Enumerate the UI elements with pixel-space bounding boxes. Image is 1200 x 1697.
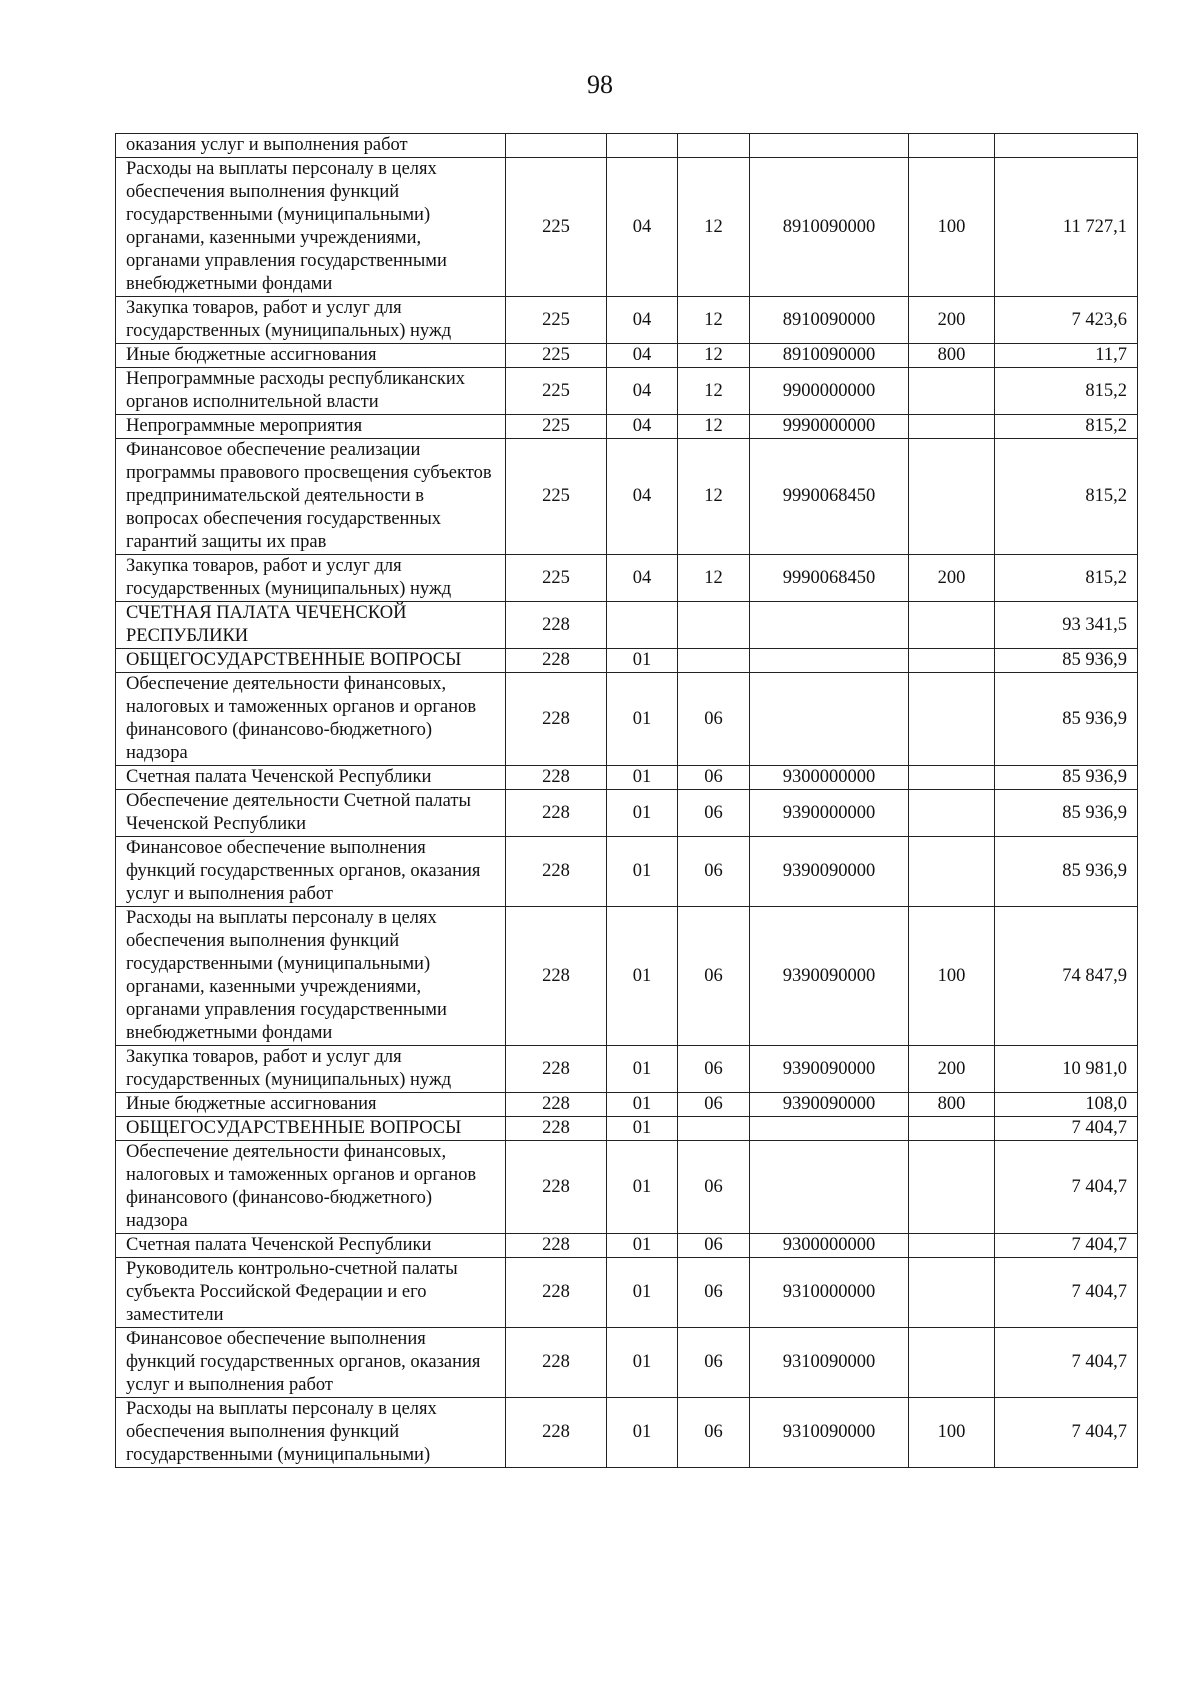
row-amount-cell: 11,7 [995, 344, 1138, 368]
row-expense-type-cell: 800 [909, 344, 995, 368]
table-row [116, 1141, 1138, 1234]
row-expense-type-cell [909, 368, 995, 415]
table-row [116, 602, 1138, 649]
row-name-cell: Закупка товаров, работ и услуг для государственных (муниципальных) нужд [116, 1046, 506, 1093]
table-row [116, 555, 1138, 602]
row-subsection-code-cell: 12 [678, 297, 750, 344]
page-number: 98 [587, 70, 613, 99]
row-subsection-code-cell: 06 [678, 837, 750, 907]
row-name-cell: Непрограммные мероприятия [116, 415, 506, 439]
row-name-cell: Закупка товаров, работ и услуг для государственных (муниципальных) нужд [116, 555, 506, 602]
row-expense-type-cell [909, 415, 995, 439]
row-subsection-code-cell [678, 1117, 750, 1141]
row-name-cell: Финансовое обеспечение выполнения функций государственных органов, оказания услуг и выполнения работ [116, 1328, 506, 1398]
row-ministry-code-cell: 228 [506, 1117, 607, 1141]
row-ministry-code-cell: 225 [506, 344, 607, 368]
row-name-cell: Финансовое обеспечение выполнения функций государственных органов, оказания услуг и выполнения работ [116, 837, 506, 907]
row-section-code-cell: 04 [607, 158, 678, 297]
row-name-cell: Закупка товаров, работ и услуг для государственных (муниципальных) нужд [116, 297, 506, 344]
row-name-cell: ОБЩЕГОСУДАРСТВЕННЫЕ ВОПРОСЫ [116, 1117, 506, 1141]
row-expense-type-cell: 200 [909, 297, 995, 344]
row-name-cell: СЧЕТНАЯ ПАЛАТА ЧЕЧЕНСКОЙ РЕСПУБЛИКИ [116, 602, 506, 649]
row-name-cell: Обеспечение деятельности финансовых, налоговых и таможенных органов и органов финансового (финансово-бюджетного) надзора [116, 673, 506, 766]
row-ministry-code-cell: 225 [506, 555, 607, 602]
table-row [116, 907, 1138, 1046]
row-subsection-code-cell: 12 [678, 555, 750, 602]
row-section-code-cell: 01 [607, 837, 678, 907]
row-expense-type-cell [909, 1141, 995, 1234]
row-expense-type-cell [909, 649, 995, 673]
row-section-code-cell: 01 [607, 1046, 678, 1093]
row-ministry-code-cell: 225 [506, 439, 607, 555]
row-amount-cell: 85 936,9 [995, 837, 1138, 907]
row-subsection-code-cell: 06 [678, 790, 750, 837]
row-name-cell: Счетная палата Чеченской Республики [116, 766, 506, 790]
table-row [116, 439, 1138, 555]
row-expense-type-cell [909, 1234, 995, 1258]
row-target-article-cell: 9390090000 [750, 1093, 909, 1117]
row-target-article-cell: 8910090000 [750, 344, 909, 368]
row-expense-type-cell [909, 673, 995, 766]
row-section-code-cell: 01 [607, 1258, 678, 1328]
table-row [116, 1234, 1138, 1258]
row-amount-cell: 108,0 [995, 1093, 1138, 1117]
row-expense-type-cell: 100 [909, 158, 995, 297]
row-ministry-code-cell: 228 [506, 766, 607, 790]
row-expense-type-cell [909, 837, 995, 907]
row-target-article-cell: 9990000000 [750, 415, 909, 439]
row-name-cell: Счетная палата Чеченской Республики [116, 1234, 506, 1258]
row-ministry-code-cell: 225 [506, 158, 607, 297]
row-target-article-cell: 9310090000 [750, 1328, 909, 1398]
row-target-article-cell: 9990068450 [750, 555, 909, 602]
table-row [116, 344, 1138, 368]
row-subsection-code-cell: 06 [678, 766, 750, 790]
table-row [116, 1046, 1138, 1093]
table-row [116, 297, 1138, 344]
row-amount-cell: 815,2 [995, 415, 1138, 439]
row-name-cell: Расходы на выплаты персоналу в целях обеспечения выполнения функций государственными (муниципальными) органами, казенными учреждениями, органами управления государственными внебюджетными фондами [116, 158, 506, 297]
row-amount-cell: 93 341,5 [995, 602, 1138, 649]
row-subsection-code-cell: 06 [678, 1141, 750, 1234]
row-expense-type-cell: 200 [909, 1046, 995, 1093]
row-expense-type-cell [909, 766, 995, 790]
row-subsection-code-cell: 06 [678, 1046, 750, 1093]
table-row [116, 766, 1138, 790]
row-name-cell: Руководитель контрольно-счетной палаты субъекта Российской Федерации и его заместители [116, 1258, 506, 1328]
row-amount-cell: 85 936,9 [995, 673, 1138, 766]
table-row [116, 1117, 1138, 1141]
table-row [116, 1328, 1138, 1398]
row-name-cell: Обеспечение деятельности Счетной палаты Чеченской Республики [116, 790, 506, 837]
row-expense-type-cell: 800 [909, 1093, 995, 1117]
row-expense-type-cell [909, 134, 995, 158]
row-expense-type-cell [909, 790, 995, 837]
row-ministry-code-cell: 228 [506, 1141, 607, 1234]
row-amount-cell: 10 981,0 [995, 1046, 1138, 1093]
row-ministry-code-cell: 228 [506, 837, 607, 907]
row-target-article-cell [750, 134, 909, 158]
row-ministry-code-cell: 228 [506, 1234, 607, 1258]
row-amount-cell: 815,2 [995, 555, 1138, 602]
table-row [116, 134, 1138, 158]
row-target-article-cell: 9390090000 [750, 907, 909, 1046]
row-name-cell: Финансовое обеспечение реализации программы правового просвещения субъектов предпринимательской деятельности в вопросах обеспечения государственных гарантий защиты их прав [116, 439, 506, 555]
table-row [116, 790, 1138, 837]
row-target-article-cell [750, 649, 909, 673]
table-row [116, 158, 1138, 297]
row-target-article-cell: 9310090000 [750, 1398, 909, 1468]
row-name-cell: оказания услуг и выполнения работ [116, 134, 506, 158]
table-row [116, 1258, 1138, 1328]
row-ministry-code-cell [506, 134, 607, 158]
table-row [116, 649, 1138, 673]
row-amount-cell: 85 936,9 [995, 649, 1138, 673]
row-amount-cell: 815,2 [995, 439, 1138, 555]
row-name-cell: Иные бюджетные ассигнования [116, 1093, 506, 1117]
row-subsection-code-cell [678, 649, 750, 673]
row-amount-cell: 85 936,9 [995, 766, 1138, 790]
row-target-article-cell: 8910090000 [750, 297, 909, 344]
row-ministry-code-cell: 225 [506, 297, 607, 344]
row-name-cell: Иные бюджетные ассигнования [116, 344, 506, 368]
row-subsection-code-cell [678, 134, 750, 158]
row-subsection-code-cell: 06 [678, 1398, 750, 1468]
row-section-code-cell: 04 [607, 368, 678, 415]
table-row [116, 368, 1138, 415]
row-section-code-cell: 01 [607, 1234, 678, 1258]
row-name-cell: ОБЩЕГОСУДАРСТВЕННЫЕ ВОПРОСЫ [116, 649, 506, 673]
row-ministry-code-cell: 228 [506, 1398, 607, 1468]
row-subsection-code-cell: 12 [678, 344, 750, 368]
row-amount-cell: 74 847,9 [995, 907, 1138, 1046]
row-ministry-code-cell: 228 [506, 649, 607, 673]
row-section-code-cell: 04 [607, 439, 678, 555]
row-target-article-cell [750, 602, 909, 649]
row-amount-cell: 815,2 [995, 368, 1138, 415]
row-amount-cell: 7 423,6 [995, 297, 1138, 344]
row-name-cell: Обеспечение деятельности финансовых, налоговых и таможенных органов и органов финансового (финансово-бюджетного) надзора [116, 1141, 506, 1234]
row-section-code-cell: 01 [607, 790, 678, 837]
table-row [116, 415, 1138, 439]
row-section-code-cell: 01 [607, 766, 678, 790]
row-amount-cell [995, 134, 1138, 158]
row-subsection-code-cell: 12 [678, 158, 750, 297]
row-ministry-code-cell: 228 [506, 1046, 607, 1093]
row-target-article-cell [750, 673, 909, 766]
row-expense-type-cell [909, 1258, 995, 1328]
row-ministry-code-cell: 228 [506, 673, 607, 766]
row-name-cell: Расходы на выплаты персоналу в целях обеспечения выполнения функций государственными (муниципальными) органами, казенными учреждениями, органами управления государственными внебюджетными фондами [116, 907, 506, 1046]
row-ministry-code-cell: 225 [506, 368, 607, 415]
budget-table-body [116, 134, 1138, 1468]
table-row [116, 673, 1138, 766]
row-ministry-code-cell: 228 [506, 1258, 607, 1328]
row-expense-type-cell [909, 1117, 995, 1141]
row-expense-type-cell [909, 439, 995, 555]
row-target-article-cell [750, 1141, 909, 1234]
row-section-code-cell: 01 [607, 1328, 678, 1398]
row-section-code-cell: 01 [607, 1093, 678, 1117]
row-section-code-cell: 01 [607, 673, 678, 766]
budget-table [115, 133, 1138, 1468]
row-target-article-cell: 9300000000 [750, 1234, 909, 1258]
row-expense-type-cell: 100 [909, 907, 995, 1046]
row-subsection-code-cell: 06 [678, 673, 750, 766]
row-name-cell: Непрограммные расходы республиканских органов исполнительной власти [116, 368, 506, 415]
row-ministry-code-cell: 228 [506, 907, 607, 1046]
row-section-code-cell: 01 [607, 1141, 678, 1234]
row-section-code-cell: 04 [607, 555, 678, 602]
row-expense-type-cell: 100 [909, 1398, 995, 1468]
row-subsection-code-cell: 12 [678, 368, 750, 415]
row-section-code-cell [607, 134, 678, 158]
row-subsection-code-cell: 12 [678, 439, 750, 555]
row-section-code-cell: 04 [607, 415, 678, 439]
row-ministry-code-cell: 228 [506, 790, 607, 837]
row-section-code-cell: 01 [607, 907, 678, 1046]
row-section-code-cell: 01 [607, 1117, 678, 1141]
row-target-article-cell: 8910090000 [750, 158, 909, 297]
row-expense-type-cell: 200 [909, 555, 995, 602]
row-subsection-code-cell: 12 [678, 415, 750, 439]
table-row [116, 1093, 1138, 1117]
row-target-article-cell: 9390090000 [750, 1046, 909, 1093]
row-amount-cell: 7 404,7 [995, 1398, 1138, 1468]
row-target-article-cell [750, 1117, 909, 1141]
row-target-article-cell: 9390090000 [750, 837, 909, 907]
row-amount-cell: 7 404,7 [995, 1117, 1138, 1141]
row-section-code-cell: 04 [607, 297, 678, 344]
row-ministry-code-cell: 228 [506, 1093, 607, 1117]
row-section-code-cell: 01 [607, 1398, 678, 1468]
row-ministry-code-cell: 225 [506, 415, 607, 439]
row-subsection-code-cell: 06 [678, 1234, 750, 1258]
row-expense-type-cell [909, 602, 995, 649]
row-subsection-code-cell: 06 [678, 1258, 750, 1328]
row-expense-type-cell [909, 1328, 995, 1398]
row-amount-cell: 85 936,9 [995, 790, 1138, 837]
row-amount-cell: 7 404,7 [995, 1328, 1138, 1398]
row-section-code-cell: 04 [607, 344, 678, 368]
row-amount-cell: 7 404,7 [995, 1141, 1138, 1234]
row-target-article-cell: 9300000000 [750, 766, 909, 790]
row-subsection-code-cell: 06 [678, 907, 750, 1046]
row-section-code-cell [607, 602, 678, 649]
row-amount-cell: 7 404,7 [995, 1258, 1138, 1328]
row-name-cell: Расходы на выплаты персоналу в целях обеспечения выполнения функций государственными (муниципальными) [116, 1398, 506, 1468]
row-target-article-cell: 9990068450 [750, 439, 909, 555]
table-row [116, 837, 1138, 907]
row-amount-cell: 11 727,1 [995, 158, 1138, 297]
row-subsection-code-cell: 06 [678, 1093, 750, 1117]
row-target-article-cell: 9390000000 [750, 790, 909, 837]
row-ministry-code-cell: 228 [506, 1328, 607, 1398]
row-subsection-code-cell: 06 [678, 1328, 750, 1398]
row-section-code-cell: 01 [607, 649, 678, 673]
row-amount-cell: 7 404,7 [995, 1234, 1138, 1258]
row-ministry-code-cell: 228 [506, 602, 607, 649]
row-subsection-code-cell [678, 602, 750, 649]
row-target-article-cell: 9310000000 [750, 1258, 909, 1328]
table-row [116, 1398, 1138, 1468]
row-target-article-cell: 9900000000 [750, 368, 909, 415]
